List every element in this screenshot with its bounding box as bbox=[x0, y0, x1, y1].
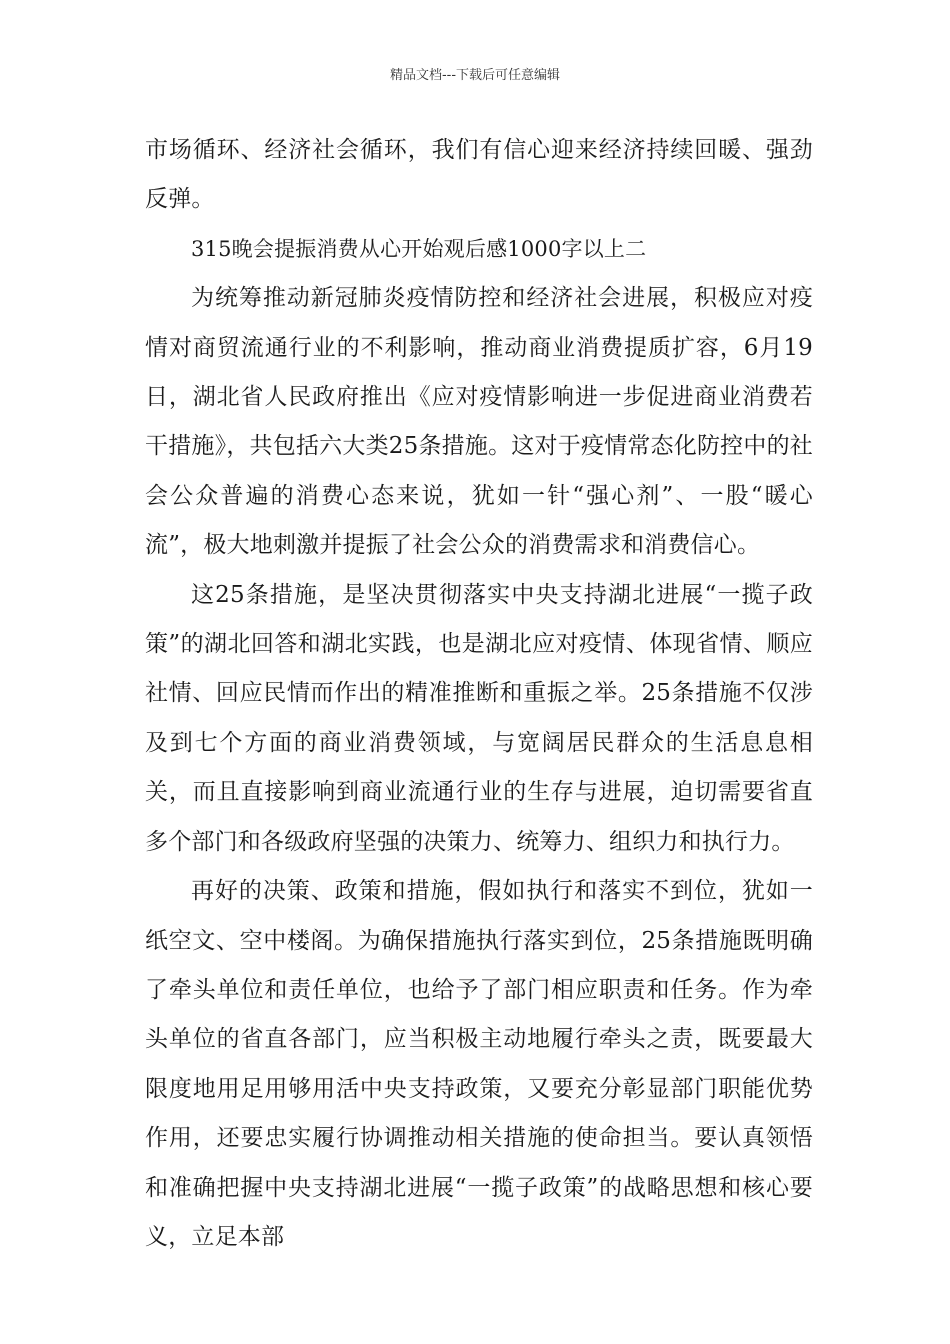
paragraph-measures: 这25条措施，是坚决贯彻落实中央支持湖北进展“一揽子政策”的湖北回答和湖北实践，也是湖北应对疫情、体现省情、顺应社情、回应民情而作出的精准推断和重振之举。25条措施不仅涉及到七个方面的商业消费领域，与宽阔居民群众的生活息息相关，而且直接影响到商业流通行业的生存与进展，迫切需要省直多个部门和各级政府坚强的决策力、统筹力、组织力和执行力。 bbox=[145, 581, 813, 855]
paragraph-intro: 为统筹推动新冠肺炎疫情防控和经济社会进展，积极应对疫情对商贸流通行业的不利影响，推动商业消费提质扩容，6月19日，湖北省人民政府推出《应对疫情影响进一步促进商业消费若干措施》，共包括六大类25条措施。这对于疫情常态化防控中的社会公众普遍的消费心态来说，犹如一针“强心剂”、一股“暖心流”，极大地刺激并提振了社会公众的消费需求和消费信心。 bbox=[145, 285, 813, 559]
paragraph-implementation: 再好的决策、政策和措施，假如执行和落实不到位，犹如一纸空文、空中楼阁。为确保措施执行落实到位，25条措施既明确了牵头单位和责任单位，也给予了部门相应职责和任务。作为牵头单位的省直各部门，应当积极主动地履行牵头之责，既要最大限度地用足用够用活中央支持政策，又要充分彰显部门职能优势作用，还要忠实履行协调推动相关措施的使命担当。要认真领悟和准确把握中央支持湖北进展“一揽子政策”的战略思想和核心要义，立足本部 bbox=[145, 878, 813, 1250]
paragraph-continuation: 市场循环、经济社会循环，我们有信心迎来经济持续回暖、强劲反弹。 bbox=[145, 137, 813, 213]
page-header: 精品文档---下载后可任意编辑 bbox=[389, 68, 561, 83]
document-body bbox=[145, 126, 813, 1262]
section-title: 315晚会提振消费从心开始观后感1000字以上二 bbox=[191, 236, 647, 261]
